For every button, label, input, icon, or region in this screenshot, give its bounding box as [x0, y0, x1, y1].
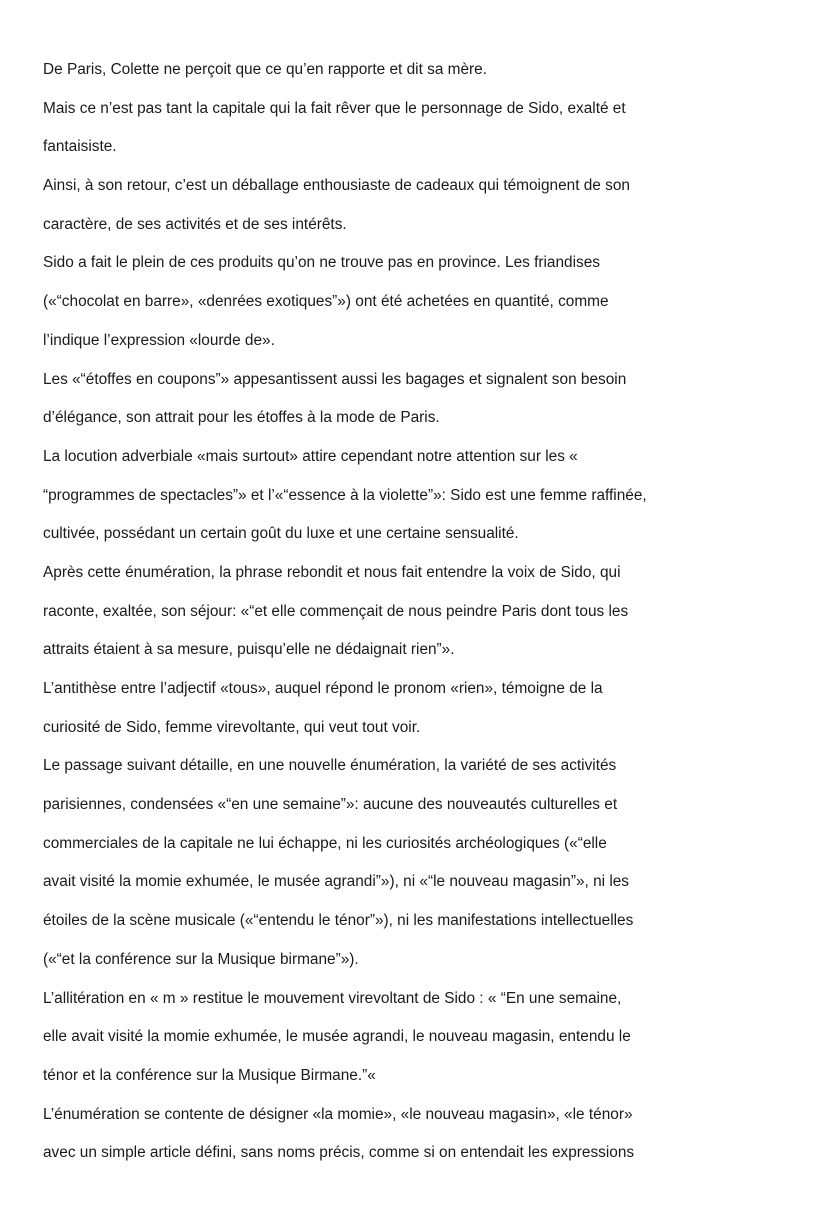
- text-line: Après cette énumération, la phrase rebondit et nous fait entendre la voix de Sido, qui: [43, 563, 621, 581]
- text-line: avait visité la momie exhumée, le musée agrandi”»), ni «“le nouveau magasin”», ni les: [43, 873, 629, 891]
- text-line: d’élégance, son attrait pour les étoffes à la mode de Paris.: [43, 409, 440, 427]
- text-line: Le passage suivant détaille, en une nouvelle énumération, la variété de ses activités: [43, 757, 617, 775]
- text-line: ténor et la conférence sur la Musique Birmane.”«: [43, 1066, 376, 1084]
- text-line: L’allitération en « m » restitue le mouvement virevoltant de Sido : « “En une semaine,: [43, 989, 622, 1007]
- text-line: Les «“étoffes en coupons”» appesantissent aussi les bagages et signalent son besoin: [43, 370, 627, 388]
- text-line: attraits étaient à sa mesure, puisqu’elle ne dédaignait rien”».: [43, 641, 455, 659]
- text-line: raconte, exaltée, son séjour: «“et elle commençait de nous peindre Paris dont tous les: [43, 602, 629, 620]
- text-line: l’indique l’expression «lourde de».: [43, 331, 275, 349]
- text-line: caractère, de ses activités et de ses intérêts.: [43, 215, 347, 233]
- text-line: Mais ce n’est pas tant la capitale qui la fait rêver que le personnage de Sido, exalté et: [43, 99, 626, 117]
- text-line: “programmes de spectacles”» et l’«“essence à la violette”»: Sido est une femme raffinée,: [43, 486, 647, 504]
- text-line: Ainsi, à son retour, c’est un déballage enthousiaste de cadeaux qui témoignent de son: [43, 177, 630, 195]
- text-line: Sido a fait le plein de ces produits qu’on ne trouve pas en province. Les friandises: [43, 254, 600, 272]
- text-line: curiosité de Sido, femme virevoltante, qui veut tout voir.: [43, 718, 421, 736]
- text-line: («“et la conférence sur la Musique birmane”»).: [43, 950, 359, 968]
- text-line: parisiennes, condensées «“en une semaine”»: aucune des nouveautés culturelles et: [43, 796, 618, 814]
- document-body-text: [43, 51, 803, 1173]
- text-line: fantaisiste.: [43, 138, 117, 156]
- text-line: étoiles de la scène musicale («“entendu le ténor”»), ni les manifestations intellectuelles: [43, 912, 634, 930]
- text-line: L’antithèse entre l’adjectif «tous», auquel répond le pronom «rien», témoigne de la: [43, 680, 603, 697]
- text-line: De Paris, Colette ne perçoit que ce qu’en rapporte et dit sa mère.: [43, 61, 488, 78]
- text-line: («“chocolat en barre», «denrées exotiques”») ont été achetées en quantité, comme: [43, 293, 609, 311]
- text-line: elle avait visité la momie exhumée, le musée agrandi, le nouveau magasin, entendu le: [43, 1028, 631, 1046]
- text-line: avec un simple article défini, sans noms précis, comme si on entendait les expressions: [43, 1144, 635, 1162]
- text-line: La locution adverbiale «mais surtout» attire cependant notre attention sur les «: [43, 447, 578, 465]
- text-line: L’énumération se contente de désigner «la momie», «le nouveau magasin», «le ténor»: [43, 1105, 633, 1123]
- text-line: commerciales de la capitale ne lui échappe, ni les curiosités archéologiques («“elle: [43, 834, 607, 852]
- text-line: cultivée, possédant un certain goût du luxe et une certaine sensualité.: [43, 525, 519, 543]
